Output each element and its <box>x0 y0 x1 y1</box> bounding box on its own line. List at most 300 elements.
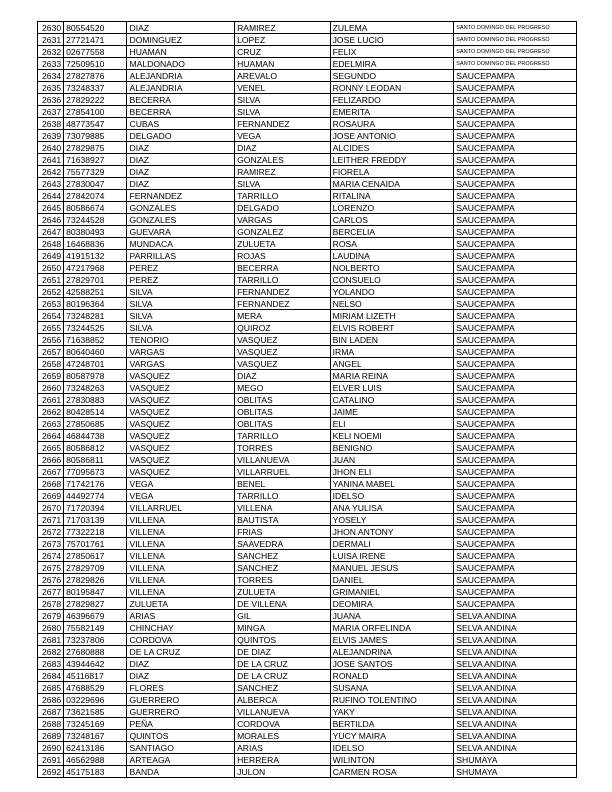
dni-cell: 77322218 <box>64 526 127 538</box>
paternal-surname-cell: SILVA <box>127 286 235 298</box>
row-number-cell: 2641 <box>38 154 64 166</box>
table-row <box>38 550 577 562</box>
table-row <box>38 442 577 454</box>
table-row <box>38 154 577 166</box>
row-number-cell: 2670 <box>38 502 64 514</box>
locality-cell: SAUCEPAMPA <box>454 550 577 562</box>
paternal-surname-cell: QUINTOS <box>127 730 235 742</box>
dni-cell: 42588251 <box>64 286 127 298</box>
row-number-cell: 2684 <box>38 670 64 682</box>
row-number-cell: 2651 <box>38 274 64 286</box>
paternal-surname-cell: DIAZ <box>127 166 235 178</box>
table-row <box>38 454 577 466</box>
paternal-surname-cell: VEGA <box>127 490 235 502</box>
given-names-cell: NELSO <box>330 298 454 310</box>
given-names-cell: JHON ANTONY <box>330 526 454 538</box>
maternal-surname-cell: OBLITAS <box>235 406 331 418</box>
dni-cell: 47217968 <box>64 262 127 274</box>
locality-cell: SHUMAYA <box>454 766 577 778</box>
paternal-surname-cell: DIAZ <box>127 178 235 190</box>
dni-cell: 80554520 <box>64 22 127 34</box>
paternal-surname-cell: DELGADO <box>127 130 235 142</box>
paternal-surname-cell: VASQUEZ <box>127 370 235 382</box>
given-names-cell: EMERITA <box>330 106 454 118</box>
locality-cell: SAUCEPAMPA <box>454 226 577 238</box>
locality-cell: SAUCEPAMPA <box>454 94 577 106</box>
row-number-cell: 2688 <box>38 718 64 730</box>
table-row <box>38 658 577 670</box>
paternal-surname-cell: CUBAS <box>127 118 235 130</box>
dni-cell: 80195847 <box>64 586 127 598</box>
given-names-cell: CARMEN ROSA <box>330 766 454 778</box>
given-names-cell: SEGUNDO <box>330 70 454 82</box>
given-names-cell: BENIGNO <box>330 442 454 454</box>
maternal-surname-cell: DIAZ <box>235 142 331 154</box>
table-row <box>38 766 577 778</box>
maternal-surname-cell: ALBERCA <box>235 694 331 706</box>
paternal-surname-cell: ZULUETA <box>127 598 235 610</box>
maternal-surname-cell: QUINTOS <box>235 634 331 646</box>
paternal-surname-cell: BANDA <box>127 766 235 778</box>
dni-cell: 27842074 <box>64 190 127 202</box>
row-number-cell: 2631 <box>38 34 64 46</box>
paternal-surname-cell: VEGA <box>127 478 235 490</box>
locality-cell: SAUCEPAMPA <box>454 262 577 274</box>
given-names-cell: YANINA MABEL <box>330 478 454 490</box>
given-names-cell: WILINTON <box>330 754 454 766</box>
dni-cell: 27829222 <box>64 94 127 106</box>
row-number-cell: 2657 <box>38 346 64 358</box>
maternal-surname-cell: DE DIAZ <box>235 646 331 658</box>
row-number-cell: 2687 <box>38 706 64 718</box>
row-number-cell: 2659 <box>38 370 64 382</box>
locality-cell: SAUCEPAMPA <box>454 106 577 118</box>
given-names-cell: MARIA ORFELINDA <box>330 622 454 634</box>
locality-cell: SELVA ANDINA <box>454 622 577 634</box>
table-row <box>38 634 577 646</box>
row-number-cell: 2650 <box>38 262 64 274</box>
row-number-cell: 2656 <box>38 334 64 346</box>
locality-cell: SELVA ANDINA <box>454 610 577 622</box>
row-number-cell: 2672 <box>38 526 64 538</box>
maternal-surname-cell: VILLANUEVA <box>235 706 331 718</box>
given-names-cell: CARLOS <box>330 214 454 226</box>
given-names-cell: ALEJANDRINA <box>330 646 454 658</box>
given-names-cell: ROSA <box>330 238 454 250</box>
locality-cell: SAUCEPAMPA <box>454 574 577 586</box>
table-row <box>38 274 577 286</box>
maternal-surname-cell: TARRILLO <box>235 430 331 442</box>
dni-cell: 27721471 <box>64 34 127 46</box>
row-number-cell: 2660 <box>38 382 64 394</box>
given-names-cell: JHON ELI <box>330 466 454 478</box>
locality-cell: SAUCEPAMPA <box>454 70 577 82</box>
maternal-surname-cell: DE VILLENA <box>235 598 331 610</box>
dni-cell: 27829709 <box>64 562 127 574</box>
dni-cell: 47688529 <box>64 682 127 694</box>
table-row <box>38 598 577 610</box>
given-names-cell: ANGEL <box>330 358 454 370</box>
paternal-surname-cell: ARIAS <box>127 610 235 622</box>
row-number-cell: 2689 <box>38 730 64 742</box>
table-row <box>38 430 577 442</box>
maternal-surname-cell: RAMIREZ <box>235 166 331 178</box>
row-number-cell: 2680 <box>38 622 64 634</box>
paternal-surname-cell: FERNANDEZ <box>127 190 235 202</box>
locality-cell: SANTO DOMINGO DEL PROGRESO <box>454 34 577 46</box>
dni-cell: 71703139 <box>64 514 127 526</box>
dni-cell: 73248167 <box>64 730 127 742</box>
locality-cell: SAUCEPAMPA <box>454 154 577 166</box>
paternal-surname-cell: PARRILLAS <box>127 250 235 262</box>
maternal-surname-cell: SILVA <box>235 178 331 190</box>
maternal-surname-cell: ARIAS <box>235 742 331 754</box>
dni-cell: 02677558 <box>64 46 127 58</box>
given-names-cell: DEOMIRA <box>330 598 454 610</box>
maternal-surname-cell: FRIAS <box>235 526 331 538</box>
table-row <box>38 394 577 406</box>
table-row <box>38 718 577 730</box>
dni-cell: 48773547 <box>64 118 127 130</box>
dni-cell: 44492774 <box>64 490 127 502</box>
maternal-surname-cell: BECERRA <box>235 262 331 274</box>
row-number-cell: 2685 <box>38 682 64 694</box>
table-row <box>38 118 577 130</box>
registry-table <box>37 21 577 778</box>
given-names-cell: BERCELIA <box>330 226 454 238</box>
table-row <box>38 322 577 334</box>
given-names-cell: CATALINO <box>330 394 454 406</box>
table-row <box>38 562 577 574</box>
paternal-surname-cell: DE LA CRUZ <box>127 646 235 658</box>
maternal-surname-cell: GONZALEZ <box>235 226 331 238</box>
locality-cell: SAUCEPAMPA <box>454 490 577 502</box>
paternal-surname-cell: VASQUEZ <box>127 454 235 466</box>
table-row <box>38 670 577 682</box>
row-number-cell: 2643 <box>38 178 64 190</box>
dni-cell: 16468836 <box>64 238 127 250</box>
row-number-cell: 2639 <box>38 130 64 142</box>
locality-cell: SAUCEPAMPA <box>454 178 577 190</box>
given-names-cell: LUISA IRENE <box>330 550 454 562</box>
table-row <box>38 250 577 262</box>
locality-cell: SAUCEPAMPA <box>454 322 577 334</box>
given-names-cell: LORENZO <box>330 202 454 214</box>
maternal-surname-cell: JULON <box>235 766 331 778</box>
locality-cell: SELVA ANDINA <box>454 730 577 742</box>
given-names-cell: JOSE ANTONIO <box>330 130 454 142</box>
maternal-surname-cell: SILVA <box>235 106 331 118</box>
maternal-surname-cell: GIL <box>235 610 331 622</box>
given-names-cell: LEITHER FREDDY <box>330 154 454 166</box>
row-number-cell: 2630 <box>38 22 64 34</box>
dni-cell: 46562988 <box>64 754 127 766</box>
row-number-cell: 2668 <box>38 478 64 490</box>
locality-cell: SAUCEPAMPA <box>454 166 577 178</box>
table-row <box>38 178 577 190</box>
dni-cell: 46844738 <box>64 430 127 442</box>
maternal-surname-cell: ZULUETA <box>235 238 331 250</box>
dni-cell: 73079885 <box>64 130 127 142</box>
table-row <box>38 574 577 586</box>
maternal-surname-cell: VASQUEZ <box>235 358 331 370</box>
given-names-cell: FELIZARDO <box>330 94 454 106</box>
table-row <box>38 622 577 634</box>
locality-cell: SELVA ANDINA <box>454 682 577 694</box>
locality-cell: SAUCEPAMPA <box>454 598 577 610</box>
table-row <box>38 226 577 238</box>
table-row <box>38 382 577 394</box>
row-number-cell: 2691 <box>38 754 64 766</box>
maternal-surname-cell: OBLITAS <box>235 394 331 406</box>
locality-cell: SELVA ANDINA <box>454 694 577 706</box>
locality-cell: SAUCEPAMPA <box>454 286 577 298</box>
given-names-cell: JOSE LUCIO <box>330 34 454 46</box>
paternal-surname-cell: TENORIO <box>127 334 235 346</box>
paternal-surname-cell: SILVA <box>127 322 235 334</box>
paternal-surname-cell: PEÑA <box>127 718 235 730</box>
given-names-cell: DANIEL <box>330 574 454 586</box>
row-number-cell: 2653 <box>38 298 64 310</box>
given-names-cell: IRMA <box>330 346 454 358</box>
row-number-cell: 2678 <box>38 598 64 610</box>
given-names-cell: JAIME <box>330 406 454 418</box>
paternal-surname-cell: FLORES <box>127 682 235 694</box>
locality-cell: SELVA ANDINA <box>454 658 577 670</box>
given-names-cell: SUSANA <box>330 682 454 694</box>
table-row <box>38 346 577 358</box>
locality-cell: SAUCEPAMPA <box>454 418 577 430</box>
row-number-cell: 2675 <box>38 562 64 574</box>
paternal-surname-cell: VILLENA <box>127 538 235 550</box>
locality-cell: SAUCEPAMPA <box>454 346 577 358</box>
maternal-surname-cell: DE LA CRUZ <box>235 670 331 682</box>
given-names-cell: EDELMIRA <box>330 58 454 70</box>
row-number-cell: 2648 <box>38 238 64 250</box>
dni-cell: 80586674 <box>64 202 127 214</box>
maternal-surname-cell: AREVALO <box>235 70 331 82</box>
paternal-surname-cell: DIAZ <box>127 670 235 682</box>
paternal-surname-cell: VASQUEZ <box>127 382 235 394</box>
locality-cell: SAUCEPAMPA <box>454 130 577 142</box>
locality-cell: SAUCEPAMPA <box>454 334 577 346</box>
locality-cell: SAUCEPAMPA <box>454 406 577 418</box>
table-row <box>38 214 577 226</box>
dni-cell: 75701761 <box>64 538 127 550</box>
maternal-surname-cell: TARRILLO <box>235 274 331 286</box>
locality-cell: SELVA ANDINA <box>454 634 577 646</box>
paternal-surname-cell: DIAZ <box>127 22 235 34</box>
paternal-surname-cell: DIAZ <box>127 658 235 670</box>
maternal-surname-cell: DIAZ <box>235 370 331 382</box>
dni-cell: 80428514 <box>64 406 127 418</box>
paternal-surname-cell: VILLENA <box>127 562 235 574</box>
dni-cell: 27829875 <box>64 142 127 154</box>
row-number-cell: 2645 <box>38 202 64 214</box>
locality-cell: SELVA ANDINA <box>454 646 577 658</box>
table-row <box>38 610 577 622</box>
row-number-cell: 2635 <box>38 82 64 94</box>
row-number-cell: 2667 <box>38 466 64 478</box>
given-names-cell: ELVER LUIS <box>330 382 454 394</box>
row-number-cell: 2642 <box>38 166 64 178</box>
dni-cell: 80586811 <box>64 454 127 466</box>
given-names-cell: MANUEL JESUS <box>330 562 454 574</box>
given-names-cell: LAUDINA <box>330 250 454 262</box>
row-number-cell: 2664 <box>38 430 64 442</box>
table-row <box>38 334 577 346</box>
row-number-cell: 2683 <box>38 658 64 670</box>
maternal-surname-cell: ZULUETA <box>235 586 331 598</box>
maternal-surname-cell: TORRES <box>235 442 331 454</box>
given-names-cell: MIRIAM LIZETH <box>330 310 454 322</box>
dni-cell: 45116817 <box>64 670 127 682</box>
paternal-surname-cell: VASQUEZ <box>127 466 235 478</box>
table-row <box>38 190 577 202</box>
dni-cell: 73245169 <box>64 718 127 730</box>
locality-cell: SAUCEPAMPA <box>454 562 577 574</box>
maternal-surname-cell: VENEL <box>235 82 331 94</box>
maternal-surname-cell: DE LA CRUZ <box>235 658 331 670</box>
paternal-surname-cell: VARGAS <box>127 346 235 358</box>
maternal-surname-cell: ROJAS <box>235 250 331 262</box>
dni-cell: 27830047 <box>64 178 127 190</box>
table-row <box>38 58 577 70</box>
paternal-surname-cell: MUNDACA <box>127 238 235 250</box>
dni-cell: 80196364 <box>64 298 127 310</box>
maternal-surname-cell: GONZALES <box>235 154 331 166</box>
dni-cell: 41915132 <box>64 250 127 262</box>
dni-cell: 27830883 <box>64 394 127 406</box>
maternal-surname-cell: FERNANDEZ <box>235 286 331 298</box>
dni-cell: 80380493 <box>64 226 127 238</box>
paternal-surname-cell: HUAMAN <box>127 46 235 58</box>
maternal-surname-cell: SILVA <box>235 94 331 106</box>
row-number-cell: 2676 <box>38 574 64 586</box>
paternal-surname-cell: GONZALES <box>127 214 235 226</box>
row-number-cell: 2663 <box>38 418 64 430</box>
table-row <box>38 358 577 370</box>
given-names-cell: YUCY MAIRA <box>330 730 454 742</box>
maternal-surname-cell: VILLENA <box>235 502 331 514</box>
given-names-cell: RUFINO TOLENTINO <box>330 694 454 706</box>
paternal-surname-cell: SILVA <box>127 310 235 322</box>
row-number-cell: 2677 <box>38 586 64 598</box>
table-row <box>38 310 577 322</box>
dni-cell: 73237806 <box>64 634 127 646</box>
paternal-surname-cell: MALDONADO <box>127 58 235 70</box>
maternal-surname-cell: VARGAS <box>235 214 331 226</box>
row-number-cell: 2682 <box>38 646 64 658</box>
given-names-cell: YAKY <box>330 706 454 718</box>
dni-cell: 47248701 <box>64 358 127 370</box>
dni-cell: 45175183 <box>64 766 127 778</box>
row-number-cell: 2637 <box>38 106 64 118</box>
locality-cell: SAUCEPAMPA <box>454 514 577 526</box>
locality-cell: SAUCEPAMPA <box>454 358 577 370</box>
maternal-surname-cell: SANCHEZ <box>235 550 331 562</box>
locality-cell: SELVA ANDINA <box>454 670 577 682</box>
maternal-surname-cell: TORRES <box>235 574 331 586</box>
dni-cell: 80640460 <box>64 346 127 358</box>
dni-cell: 75577329 <box>64 166 127 178</box>
table-row <box>38 166 577 178</box>
locality-cell: SAUCEPAMPA <box>454 382 577 394</box>
locality-cell: SAUCEPAMPA <box>454 430 577 442</box>
maternal-surname-cell: MEGO <box>235 382 331 394</box>
dni-cell: 46396679 <box>64 610 127 622</box>
row-number-cell: 2636 <box>38 94 64 106</box>
row-number-cell: 2674 <box>38 550 64 562</box>
given-names-cell: ELI <box>330 418 454 430</box>
table-row <box>38 694 577 706</box>
given-names-cell: DERMALI <box>330 538 454 550</box>
row-number-cell: 2634 <box>38 70 64 82</box>
paternal-surname-cell: VILLENA <box>127 514 235 526</box>
table-row <box>38 286 577 298</box>
row-number-cell: 2649 <box>38 250 64 262</box>
table-row <box>38 646 577 658</box>
maternal-surname-cell: SANCHEZ <box>235 682 331 694</box>
table-row <box>38 106 577 118</box>
dni-cell: 27850617 <box>64 550 127 562</box>
table-row <box>38 502 577 514</box>
row-number-cell: 2658 <box>38 358 64 370</box>
locality-cell: SAUCEPAMPA <box>454 454 577 466</box>
maternal-surname-cell: OBLITAS <box>235 418 331 430</box>
row-number-cell: 2638 <box>38 118 64 130</box>
given-names-cell: ELVIS ROBERT <box>330 322 454 334</box>
maternal-surname-cell: VILLARRUEL <box>235 466 331 478</box>
dni-cell: 80586812 <box>64 442 127 454</box>
table-row <box>38 298 577 310</box>
locality-cell: SAUCEPAMPA <box>454 502 577 514</box>
given-names-cell: JUAN <box>330 454 454 466</box>
registry-table-body <box>38 22 577 778</box>
paternal-surname-cell: VILLENA <box>127 574 235 586</box>
dni-cell: 73621585 <box>64 706 127 718</box>
maternal-surname-cell: SAAVEDRA <box>235 538 331 550</box>
given-names-cell: YOSELY <box>330 514 454 526</box>
paternal-surname-cell: VILLENA <box>127 586 235 598</box>
dni-cell: 43944642 <box>64 658 127 670</box>
maternal-surname-cell: MERA <box>235 310 331 322</box>
table-row <box>38 202 577 214</box>
locality-cell: SAUCEPAMPA <box>454 538 577 550</box>
given-names-cell: IDELSO <box>330 742 454 754</box>
table-row <box>38 238 577 250</box>
paternal-surname-cell: GONZALES <box>127 202 235 214</box>
table-row <box>38 730 577 742</box>
given-names-cell: RONNY LEODAN <box>330 82 454 94</box>
locality-cell: SAUCEPAMPA <box>454 250 577 262</box>
maternal-surname-cell: DELGADO <box>235 202 331 214</box>
maternal-surname-cell: BENEL <box>235 478 331 490</box>
locality-cell: SANTO DOMINGO DEL PROGRESO <box>454 46 577 58</box>
locality-cell: SAUCEPAMPA <box>454 202 577 214</box>
given-names-cell: FIORELA <box>330 166 454 178</box>
given-names-cell: FELIX <box>330 46 454 58</box>
maternal-surname-cell: VASQUEZ <box>235 346 331 358</box>
row-number-cell: 2654 <box>38 310 64 322</box>
dni-cell: 73248263 <box>64 382 127 394</box>
dni-cell: 72509510 <box>64 58 127 70</box>
table-row <box>38 586 577 598</box>
table-row <box>38 478 577 490</box>
given-names-cell: RONALD <box>330 670 454 682</box>
given-names-cell: JUANA <box>330 610 454 622</box>
table-row <box>38 418 577 430</box>
